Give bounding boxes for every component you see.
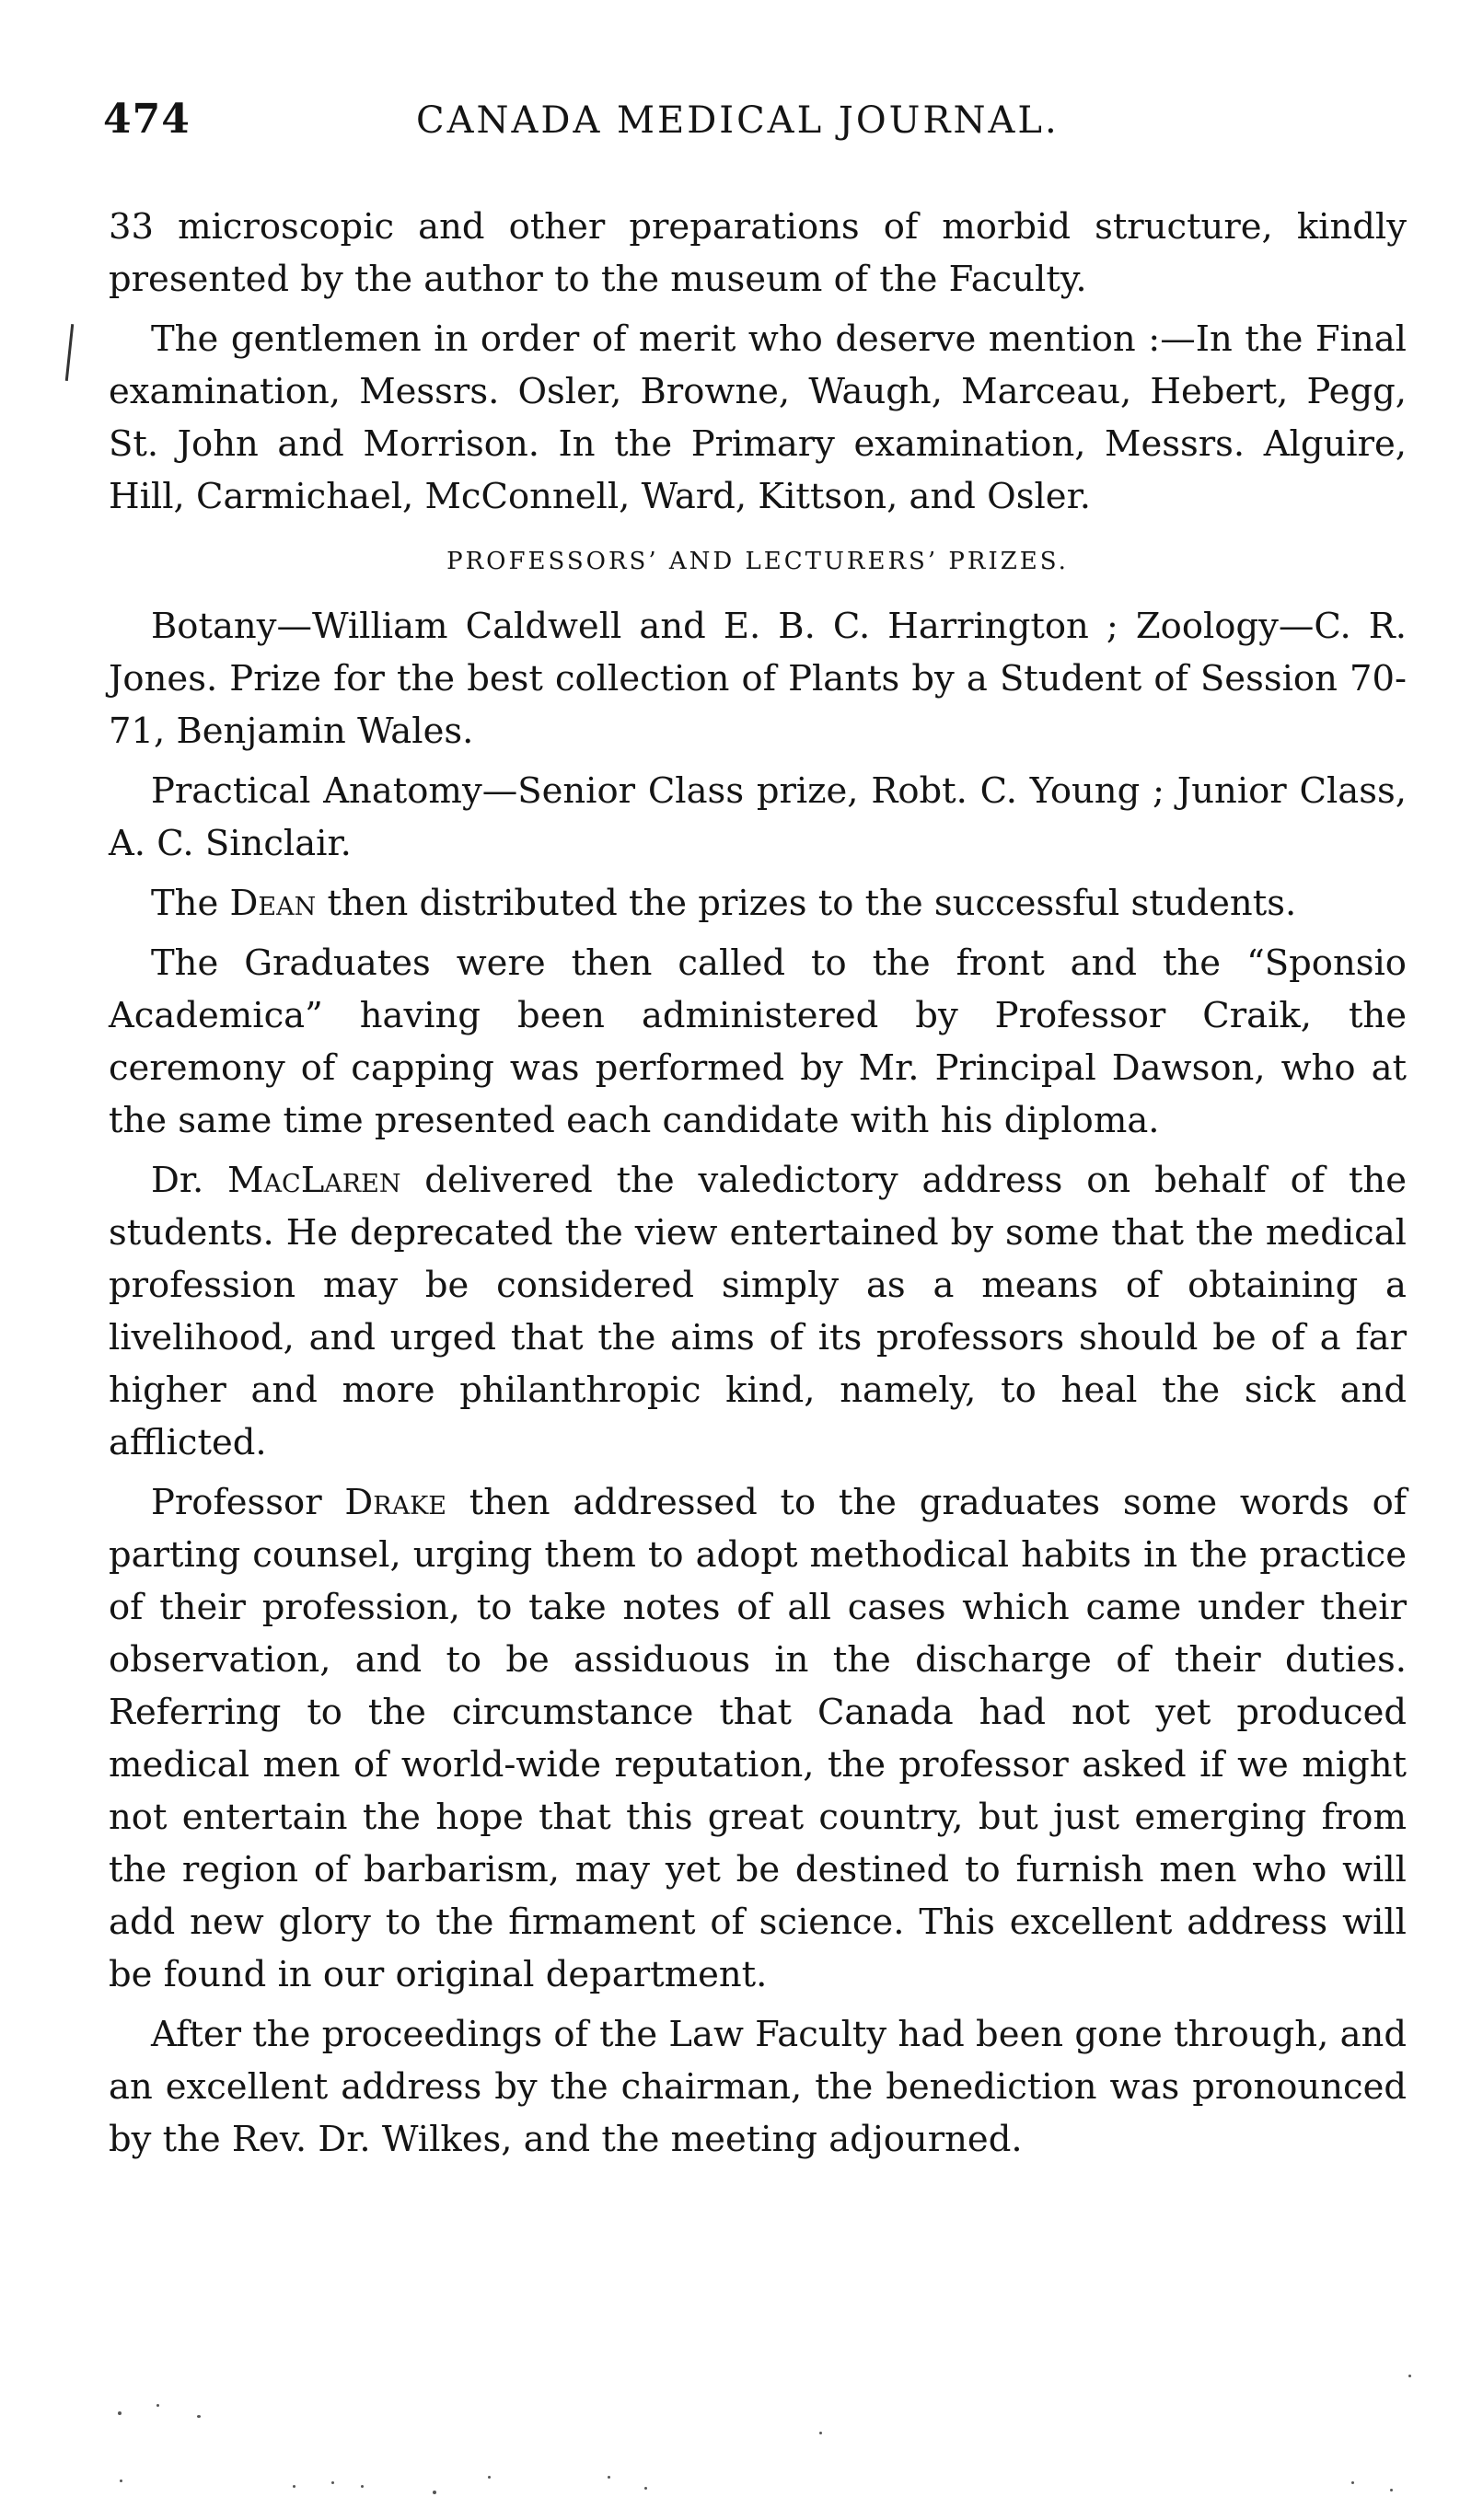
scan-speck [433,2491,436,2494]
scan-speck [1408,2375,1411,2377]
paragraph-preparations: 33 microscopic and other preparations of morbid structure, kindly presented by the author to the museum of the Faculty. [109,206,1407,300]
scan-speck [608,2476,610,2479]
article-body [109,201,1407,2173]
scan-speck [361,2485,364,2488]
paragraph-dean-prizes [109,877,1407,930]
scan-speck [293,2485,295,2488]
scan-speck [819,2432,822,2434]
margin-pencil-mark [65,324,74,381]
dean-text: then distributed the prizes to the successful students. [316,883,1297,924]
paragraph-capping-ceremony: The Graduates were then called to the front and the “Sponsio Academica” having been administered by Professor Craik, the ceremony of capping was performed by Mr. Principal Dawson, who at the same time presented each candidate with his diploma. [109,942,1407,1141]
paragraph-merit-list: The gentlemen in order of merit who deserve mention :—In the Final examination, Messrs. Osler, Browne, Waugh, Marceau, Hebert, Pegg, St. John and Morrison. In the Primary examination, Messrs. Alguire, Hill, Carmichael, McConnell, Ward, Kittson, and Osler. [109,318,1407,517]
journal-title: CANADA MEDICAL JOURNAL. [416,99,1060,142]
running-head [103,96,1406,160]
scan-speck [644,2487,647,2490]
paragraph-drake-address [109,1476,1407,2001]
dean-prefix: The [151,883,230,924]
valedictory-name: MacLaren [227,1160,401,1201]
scan-speck [197,2415,201,2418]
scan-speck [1390,2489,1393,2491]
drake-name: Drake [344,1482,446,1523]
scan-speck [156,2404,159,2407]
scan-speck [118,2411,122,2415]
scan-speck [120,2480,122,2482]
paragraph-valedictory [109,1154,1407,1469]
dean-name: Dean [229,883,317,924]
scan-speck [488,2476,491,2479]
drake-text: then addressed to the graduates some words of parting counsel, urging them to adopt methodical habits in the practice of their profession, to take notes of all cases which came under their observation, and to be assiduous in the discharge of their duties. Referring to the circumstance that Canada had not yet produced medical men of world-wide reputation, the professor asked if we might not entertain the hope that this great country, but just emerging from the region of barbarism, may yet be destined to furnish men who will add new glory to the firmament of science. This excellent address will be found in our original department. [109,1482,1407,1995]
paragraph-botany-prize: Botany—William Caldwell and E. B. C. Harrington ; Zoology—C. R. Jones. Prize for the best collection of Plants by a Student of Session 70-71, Benjamin Wales. [109,606,1407,752]
section-heading-prizes: PROFESSORS’ AND LECTURERS’ PRIZES. [446,548,1069,575]
valedictory-text: delivered the valedictory address on behalf of the students. He deprecated the view entertained by some that the medical profession may be considered simply as a means of obtaining a livelihood, and urged that the aims of its professors should be of a far higher and more philanthropic kind, namely, to heal the sick and afflicted. [109,1160,1407,1463]
paragraph-adjournment: After the proceedings of the Law Faculty had been gone through, and an excellent address by the chairman, the benediction was pronounced by the Rev. Dr. Wilkes, and the meeting adjourned. [109,2014,1407,2160]
paragraph-anatomy-prize: Practical Anatomy—Senior Class prize, Robt. C. Young ; Junior Class, A. C. Sinclair. [109,770,1407,864]
valedictory-prefix: Dr. [151,1160,228,1201]
scan-speck [331,2481,334,2484]
page-number: 474 [103,96,191,143]
drake-prefix: Professor [151,1482,345,1523]
scan-speck [1351,2481,1354,2484]
